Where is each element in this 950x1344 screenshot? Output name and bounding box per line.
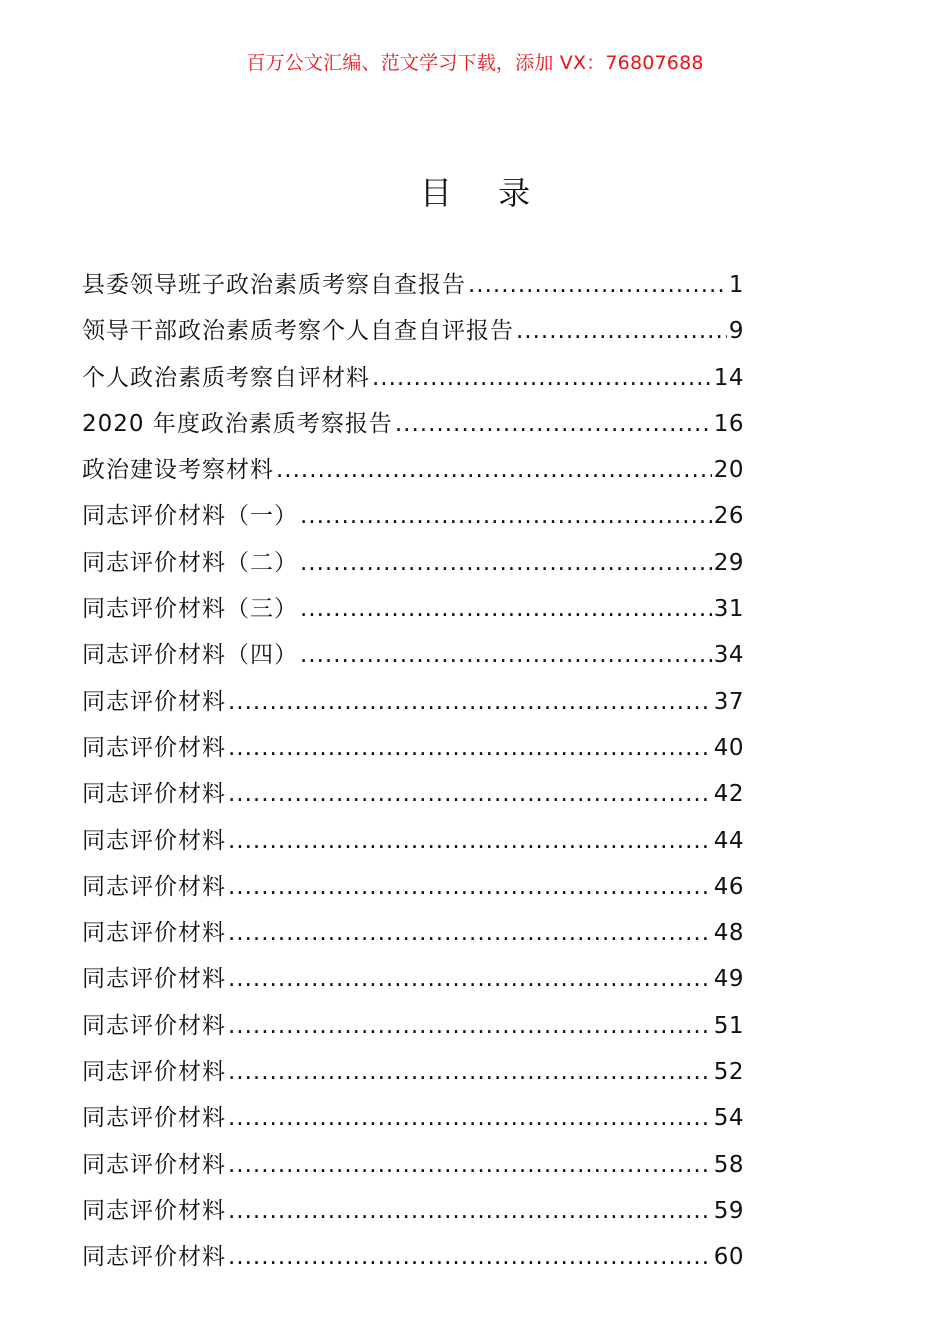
toc-entry-title: 同志评价材料 — [82, 781, 226, 808]
toc-leader-dots — [300, 503, 712, 529]
toc-entry-page: 14 — [713, 364, 744, 391]
toc-entry[interactable] — [82, 451, 744, 497]
toc-entry[interactable] — [82, 312, 744, 358]
toc-leader-dots — [300, 550, 712, 576]
toc-entry[interactable] — [82, 914, 744, 960]
header-note: 百万公文汇编、范文学习下载，添加 VX：76807688 — [246, 52, 704, 74]
page-title: 目 录 — [419, 174, 549, 212]
toc-leader-dots — [228, 1059, 712, 1085]
toc-entry-title: 同志评价材料 — [82, 920, 226, 947]
toc-entry-page: 37 — [713, 688, 744, 715]
toc-entry[interactable] — [82, 266, 744, 312]
toc-leader-dots — [395, 411, 712, 437]
toc-entry-page: 31 — [713, 596, 744, 623]
toc-entry-page: 51 — [713, 1012, 744, 1039]
toc-entry-page: 54 — [713, 1105, 744, 1132]
toc-entry[interactable] — [82, 636, 744, 682]
toc-entry[interactable] — [82, 1007, 744, 1053]
toc-entry-page: 42 — [713, 781, 744, 808]
toc-entry-page: 58 — [713, 1151, 744, 1178]
toc-entry[interactable] — [82, 729, 744, 775]
table-of-contents — [82, 266, 744, 1285]
toc-entry-title: 同志评价材料 — [82, 1151, 226, 1178]
toc-entry[interactable] — [82, 775, 744, 821]
toc-leader-dots — [228, 874, 712, 900]
toc-entry-page: 20 — [713, 457, 744, 484]
toc-entry-page: 60 — [713, 1244, 744, 1271]
toc-leader-dots — [228, 781, 712, 807]
toc-entry-title: 同志评价材料（四） — [82, 642, 298, 669]
toc-entry[interactable] — [82, 1238, 744, 1284]
toc-entry[interactable] — [82, 1192, 744, 1238]
toc-entry-page: 1 — [728, 272, 744, 298]
toc-entry-page: 9 — [728, 318, 744, 345]
toc-entry-title: 个人政治素质考察自评材料 — [82, 364, 370, 391]
toc-entry[interactable] — [82, 868, 744, 914]
toc-leader-dots — [228, 1105, 712, 1131]
toc-entry[interactable] — [82, 822, 744, 868]
toc-leader-dots — [228, 1013, 712, 1039]
toc-entry[interactable] — [82, 497, 744, 543]
toc-leader-dots — [228, 1244, 712, 1270]
toc-leader-dots — [228, 966, 712, 992]
toc-entry-title: 同志评价材料（三） — [82, 596, 298, 623]
toc-entry[interactable] — [82, 960, 744, 1006]
toc-entry-page: 34 — [713, 642, 744, 669]
toc-leader-dots — [228, 1198, 712, 1224]
toc-entry[interactable] — [82, 1146, 744, 1192]
toc-entry-title: 同志评价材料 — [82, 966, 226, 993]
toc-entry-title: 同志评价材料 — [82, 688, 226, 715]
toc-entry-title: 同志评价材料 — [82, 827, 226, 854]
toc-entry-page: 26 — [713, 503, 744, 530]
toc-entry-page: 59 — [713, 1197, 744, 1224]
toc-leader-dots — [228, 735, 712, 761]
toc-entry[interactable] — [82, 1099, 744, 1145]
toc-leader-dots — [468, 272, 727, 298]
toc-entry-page: 29 — [713, 549, 744, 576]
toc-entry-page: 44 — [713, 827, 744, 854]
toc-leader-dots — [300, 596, 712, 622]
toc-leader-dots — [300, 642, 712, 668]
toc-entry-title: 政治建设考察材料 — [82, 457, 274, 484]
toc-entry-page: 49 — [713, 966, 744, 993]
toc-entry-title: 县委领导班子政治素质考察自查报告 — [82, 272, 466, 298]
toc-entry-page: 52 — [713, 1059, 744, 1086]
toc-entry-title: 同志评价材料 — [82, 1059, 226, 1086]
toc-leader-dots — [228, 828, 712, 854]
toc-entry-page: 48 — [713, 920, 744, 947]
toc-entry-page: 46 — [713, 873, 744, 900]
toc-entry-title: 同志评价材料 — [82, 1105, 226, 1132]
toc-entry[interactable] — [82, 683, 744, 729]
toc-leader-dots — [228, 920, 712, 946]
toc-entry-title: 2020 年度政治素质考察报告 — [82, 410, 393, 437]
toc-leader-dots — [516, 318, 727, 344]
toc-leader-dots — [276, 457, 712, 483]
toc-entry-page: 40 — [713, 734, 744, 761]
toc-entry-title: 同志评价材料 — [82, 873, 226, 900]
toc-entry[interactable] — [82, 544, 744, 590]
toc-entry-page: 16 — [713, 410, 744, 437]
toc-entry[interactable] — [82, 359, 744, 405]
toc-entry-title: 同志评价材料 — [82, 734, 226, 761]
toc-entry-title: 同志评价材料 — [82, 1244, 226, 1271]
toc-entry[interactable] — [82, 1053, 744, 1099]
toc-entry-title: 领导干部政治素质考察个人自查自评报告 — [82, 318, 514, 345]
toc-entry-title: 同志评价材料 — [82, 1197, 226, 1224]
toc-entry-title: 同志评价材料 — [82, 1012, 226, 1039]
toc-entry-title: 同志评价材料（一） — [82, 503, 298, 530]
toc-entry[interactable] — [82, 405, 744, 451]
toc-leader-dots — [372, 365, 712, 391]
toc-entry[interactable] — [82, 590, 744, 636]
toc-entry-title: 同志评价材料（二） — [82, 549, 298, 576]
toc-leader-dots — [228, 689, 712, 715]
toc-leader-dots — [228, 1152, 712, 1178]
